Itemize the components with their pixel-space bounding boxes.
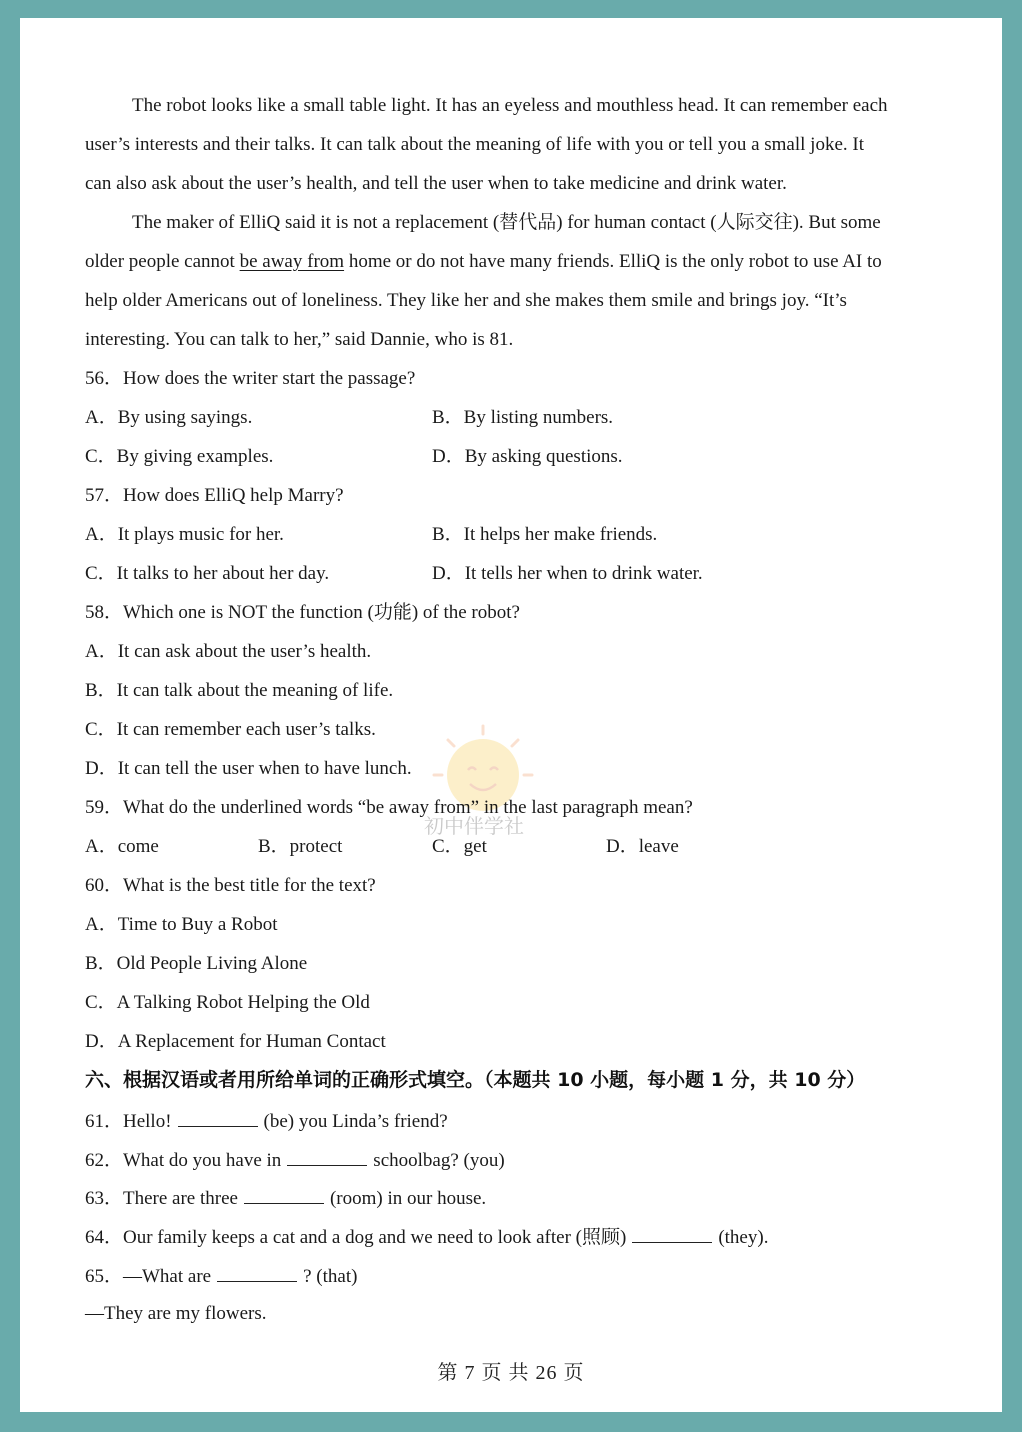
passage-text: older people cannot — [85, 251, 235, 272]
passage-line-4: The maker of ElliQ said it is not a replacement (替代品) for human contact (人际交往). But some — [132, 212, 881, 233]
option-60b: B．Old People Living Alone — [85, 953, 308, 974]
option-57a: A．It plays music for her. — [85, 524, 284, 545]
answer-blank[interactable] — [178, 1108, 258, 1127]
question-56: 56．How does the writer start the passage? — [85, 368, 416, 389]
question-65 — [85, 1263, 357, 1289]
passage-line-6: help older Americans out of loneliness. They like her and she makes them smile and brings joy. “It’s — [85, 290, 847, 311]
option-57d: D．It tells her when to drink water. — [432, 563, 703, 584]
option-59a: A．come — [85, 836, 159, 857]
question-58: 58．Which one is NOT the function (功能) of the robot? — [85, 602, 520, 623]
passage-text: home or do not have many friends. ElliQ is the only robot to use AI to — [348, 251, 882, 272]
option-56b: B．By listing numbers. — [432, 407, 614, 428]
question-text: schoolbag? (you) — [373, 1150, 505, 1171]
passage-line-5 — [85, 250, 882, 274]
total-pages: 26 — [535, 1362, 558, 1384]
passage-line-2: user’s interests and their talks. It can talk about the meaning of life with you or tell you a small joke. It — [85, 134, 864, 155]
passage-line-7: interesting. You can talk to her,” said Dannie, who is 81. — [85, 329, 514, 350]
option-60c: C．A Talking Robot Helping the Old — [85, 992, 370, 1013]
question-60: 60．What is the best title for the text? — [85, 875, 376, 896]
question-text: (they). — [718, 1227, 769, 1248]
option-58a: A．It can ask about the user’s health. — [85, 641, 372, 662]
answer-blank[interactable] — [287, 1147, 367, 1166]
question-text: (be) you Linda’s friend? — [263, 1111, 448, 1132]
question-text: ? (that) — [303, 1266, 358, 1287]
option-57b: B．It helps her make friends. — [432, 524, 658, 545]
option-56d: D．By asking questions. — [432, 446, 623, 467]
question-61 — [85, 1108, 448, 1134]
question-62 — [85, 1147, 505, 1173]
option-58b: B．It can talk about the meaning of life. — [85, 680, 394, 701]
answer-65-dialogue: —They are my flowers. — [85, 1303, 267, 1324]
footer-text: 共 — [508, 1362, 530, 1384]
answer-blank[interactable] — [244, 1185, 324, 1204]
watermark-text: 初中伴学社 — [424, 814, 524, 838]
answer-blank[interactable] — [217, 1263, 297, 1282]
question-63 — [85, 1185, 486, 1211]
option-59b: B．protect — [258, 836, 343, 857]
question-text: 65．—What are — [85, 1266, 212, 1287]
option-56a: A．By using sayings. — [85, 407, 253, 428]
question-text: (room) in our house. — [329, 1188, 487, 1209]
question-text: 62．What do you have in — [85, 1150, 282, 1171]
footer-text: 第 — [437, 1362, 459, 1384]
passage-line-3: can also ask about the user’s health, and tell the user when to take medicine and drink water. — [85, 173, 787, 194]
page-footer — [0, 1356, 1022, 1385]
question-57: 57．How does ElliQ help Marry? — [85, 485, 344, 506]
option-56c: C．By giving examples. — [85, 446, 274, 467]
section-6-heading: 六、根据汉语或者用所给单词的正确形式填空。（本题共 10 小题，每小题 1 分，共 10 分） — [85, 1069, 866, 1091]
question-59: 59．What do the underlined words “be away from” in the last paragraph mean? — [85, 797, 693, 818]
question-text: 61．Hello! — [85, 1111, 172, 1132]
option-58c: C．It can remember each user’s talks. — [85, 719, 376, 740]
option-59d: D．leave — [606, 836, 679, 857]
option-57c: C．It talks to her about her day. — [85, 563, 330, 584]
option-60d: D．A Replacement for Human Contact — [85, 1031, 386, 1052]
question-64 — [85, 1224, 768, 1250]
passage-line-1: The robot looks like a small table light. It has an eyeless and mouthless head. It can remember each — [132, 95, 888, 116]
option-58d: D．It can tell the user when to have lunch. — [85, 758, 412, 779]
option-59c: C．get — [432, 836, 487, 857]
answer-blank[interactable] — [632, 1224, 712, 1243]
underlined-phrase: be away from — [239, 251, 345, 272]
option-60a: A．Time to Buy a Robot — [85, 914, 278, 935]
question-text: 64．Our family keeps a cat and a dog and we need to look after (照顾) — [85, 1227, 627, 1248]
footer-text: 页 — [481, 1362, 503, 1384]
page-number: 7 — [464, 1362, 476, 1384]
footer-text: 页 — [563, 1362, 585, 1384]
question-text: 63．There are three — [85, 1188, 238, 1209]
